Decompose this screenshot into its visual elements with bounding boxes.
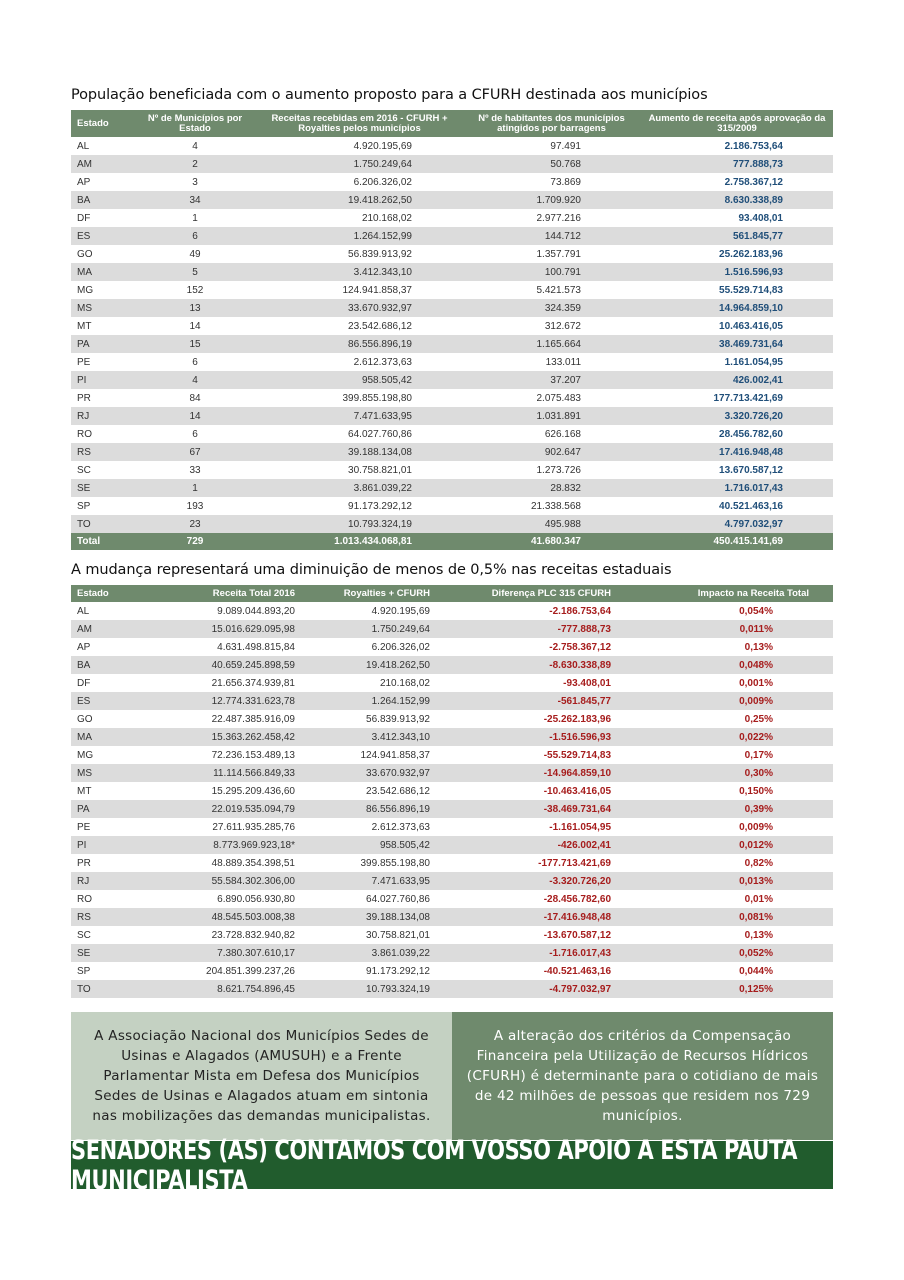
table2-row — [71, 890, 833, 908]
habitantes-cell: 626.168 — [462, 425, 641, 443]
habitantes-cell: 2.977.216 — [462, 209, 641, 227]
receita-total-cell: 27.611.935.285,76 — [171, 818, 299, 836]
royalties-cell: 399.855.198,80 — [299, 854, 457, 872]
receita-total-cell: 204.851.399.237,26 — [171, 962, 299, 980]
aumento-cell: 55.529.714,83 — [641, 281, 833, 299]
habitantes-cell: 1.273.726 — [462, 461, 641, 479]
receita-total-cell: 9.089.044.893,20 — [171, 602, 299, 620]
royalties-cell: 2.612.373,63 — [299, 818, 457, 836]
table1-row — [71, 461, 833, 479]
municipios-cell: 1 — [133, 479, 257, 497]
estado-cell: SP — [71, 497, 133, 515]
table1-title: População beneficiada com o aumento proposto para a CFURH destinada aos municípios — [71, 87, 708, 103]
receita-total-cell: 15.363.262.458,42 — [171, 728, 299, 746]
impacto-cell: 0,001% — [641, 674, 833, 692]
table2-row — [71, 728, 833, 746]
table2-header-receita-total: Receita Total 2016 — [171, 585, 299, 602]
receitas-cell: 6.206.326,02 — [257, 173, 462, 191]
municipios-cell: 5 — [133, 263, 257, 281]
estado-cell: AM — [71, 620, 171, 638]
municipios-cell: 14 — [133, 407, 257, 425]
receitas-cell: 91.173.292,12 — [257, 497, 462, 515]
total-receitas: 1.013.434.068,81 — [257, 533, 462, 550]
table2-row — [71, 620, 833, 638]
total-municipios: 729 — [133, 533, 257, 550]
aumento-cell: 2.758.367,12 — [641, 173, 833, 191]
table2-row — [71, 962, 833, 980]
table1-row — [71, 245, 833, 263]
amusuh-info-box: A Associação Nacional dos Municípios Sedes de Usinas e Alagados (AMUSUH) e a Frente Parlamentar Mista em Defesa dos Municípios Sedes de Usinas e Alagados atuam em sintonia nas mobilizações das demandas municipalistas. — [71, 1012, 452, 1140]
aumento-cell: 1.161.054,95 — [641, 353, 833, 371]
estado-cell: MG — [71, 281, 133, 299]
habitantes-cell: 324.359 — [462, 299, 641, 317]
table1-header-receitas: Receitas recebidas em 2016 - CFURH + Royalties pelos municípios — [257, 110, 462, 137]
aumento-cell: 13.670.587,12 — [641, 461, 833, 479]
impacto-cell: 0,054% — [641, 602, 833, 620]
estado-cell: SE — [71, 479, 133, 497]
aumento-cell: 1.516.596,93 — [641, 263, 833, 281]
municipios-cell: 1 — [133, 209, 257, 227]
table2-row — [71, 872, 833, 890]
receitas-cell: 1.264.152,99 — [257, 227, 462, 245]
diferenca-cell: -561.845,77 — [457, 692, 641, 710]
estado-cell: TO — [71, 980, 171, 998]
cfurh-info-box: A alteração dos critérios da Compensação Financeira pela Utilização de Recursos Hídricos (CFURH) é determinante para o cotidiano de mais de 42 milhões de pessoas que residem nos 729 municípios. — [452, 1012, 833, 1140]
table1-row — [71, 407, 833, 425]
habitantes-cell: 97.491 — [462, 137, 641, 155]
estado-cell: ES — [71, 692, 171, 710]
total-habitantes: 41.680.347 — [462, 533, 641, 550]
receita-total-cell: 40.659.245.898,59 — [171, 656, 299, 674]
municipios-cell: 14 — [133, 317, 257, 335]
estado-cell: PI — [71, 371, 133, 389]
table2-row — [71, 674, 833, 692]
royalties-cell: 64.027.760,86 — [299, 890, 457, 908]
royalties-cell: 23.542.686,12 — [299, 782, 457, 800]
table2-row — [71, 926, 833, 944]
receitas-cell: 39.188.134,08 — [257, 443, 462, 461]
receita-total-cell: 21.656.374.939,81 — [171, 674, 299, 692]
municipios-cell: 6 — [133, 227, 257, 245]
royalties-cell: 33.670.932,97 — [299, 764, 457, 782]
diferenca-cell: -55.529.714,83 — [457, 746, 641, 764]
aumento-cell: 2.186.753,64 — [641, 137, 833, 155]
table2-row — [71, 764, 833, 782]
estado-cell: MS — [71, 299, 133, 317]
diferenca-cell: -1.716.017,43 — [457, 944, 641, 962]
municipios-cell: 34 — [133, 191, 257, 209]
impacto-cell: 0,150% — [641, 782, 833, 800]
municipios-cell: 6 — [133, 353, 257, 371]
table1-header-habitantes: Nº de habitantes dos municípios atingidos por barragens — [462, 110, 641, 137]
table1-row — [71, 209, 833, 227]
receita-total-cell: 22.487.385.916,09 — [171, 710, 299, 728]
habitantes-cell: 28.832 — [462, 479, 641, 497]
habitantes-cell: 5.421.573 — [462, 281, 641, 299]
estado-cell: TO — [71, 515, 133, 533]
call-to-action-banner — [71, 1135, 833, 1195]
impacto-cell: 0,17% — [641, 746, 833, 764]
aumento-cell: 1.716.017,43 — [641, 479, 833, 497]
receitas-cell: 7.471.633,95 — [257, 407, 462, 425]
impacto-cell: 0,009% — [641, 692, 833, 710]
estado-cell: MA — [71, 263, 133, 281]
impacto-cell: 0,052% — [641, 944, 833, 962]
estado-cell: SC — [71, 926, 171, 944]
estado-cell: AM — [71, 155, 133, 173]
estado-cell: MG — [71, 746, 171, 764]
estado-cell: AP — [71, 173, 133, 191]
aumento-cell: 426.002,41 — [641, 371, 833, 389]
estado-cell: GO — [71, 710, 171, 728]
municipios-cell: 2 — [133, 155, 257, 173]
municipios-cell: 3 — [133, 173, 257, 191]
royalties-cell: 19.418.262,50 — [299, 656, 457, 674]
diferenca-cell: -28.456.782,60 — [457, 890, 641, 908]
estado-cell: PR — [71, 854, 171, 872]
estado-cell: AL — [71, 602, 171, 620]
estado-cell: DF — [71, 209, 133, 227]
table2-row — [71, 638, 833, 656]
impacto-cell: 0,125% — [641, 980, 833, 998]
royalties-cell: 4.920.195,69 — [299, 602, 457, 620]
beneficiary-population-table — [71, 110, 833, 550]
estado-cell: RS — [71, 443, 133, 461]
impacto-cell: 0,081% — [641, 908, 833, 926]
aumento-cell: 40.521.463,16 — [641, 497, 833, 515]
table2-header-row — [71, 585, 833, 602]
table2-row — [71, 782, 833, 800]
table2-header-royalties: Royalties + CFURH — [299, 585, 457, 602]
estado-cell: ES — [71, 227, 133, 245]
habitantes-cell: 100.791 — [462, 263, 641, 281]
table2-row — [71, 692, 833, 710]
table2-row — [71, 602, 833, 620]
impacto-cell: 0,048% — [641, 656, 833, 674]
diferenca-cell: -177.713.421,69 — [457, 854, 641, 872]
aumento-cell: 28.456.782,60 — [641, 425, 833, 443]
impacto-cell: 0,25% — [641, 710, 833, 728]
diferenca-cell: -93.408,01 — [457, 674, 641, 692]
habitantes-cell: 1.357.791 — [462, 245, 641, 263]
table1-row — [71, 155, 833, 173]
estado-cell: MS — [71, 764, 171, 782]
receita-total-cell: 55.584.302.306,00 — [171, 872, 299, 890]
habitantes-cell: 902.647 — [462, 443, 641, 461]
receita-total-cell: 12.774.331.623,78 — [171, 692, 299, 710]
table1-row — [71, 371, 833, 389]
diferenca-cell: -17.416.948,48 — [457, 908, 641, 926]
estado-cell: MT — [71, 317, 133, 335]
estado-cell: MT — [71, 782, 171, 800]
table1-row — [71, 479, 833, 497]
habitantes-cell: 495.988 — [462, 515, 641, 533]
habitantes-cell: 144.712 — [462, 227, 641, 245]
receitas-cell: 56.839.913,92 — [257, 245, 462, 263]
receita-total-cell: 8.773.969.923,18* — [171, 836, 299, 854]
diferenca-cell: -2.758.367,12 — [457, 638, 641, 656]
receita-total-cell: 48.889.354.398,51 — [171, 854, 299, 872]
royalties-cell: 958.505,42 — [299, 836, 457, 854]
diferenca-cell: -777.888,73 — [457, 620, 641, 638]
estado-cell: AP — [71, 638, 171, 656]
diferenca-cell: -25.262.183,96 — [457, 710, 641, 728]
table1-row — [71, 497, 833, 515]
table1-row — [71, 281, 833, 299]
receita-total-cell: 23.728.832.940,82 — [171, 926, 299, 944]
table2-row — [71, 818, 833, 836]
estado-cell: PI — [71, 836, 171, 854]
receitas-cell: 399.855.198,80 — [257, 389, 462, 407]
estado-cell: SP — [71, 962, 171, 980]
table2-row — [71, 980, 833, 998]
table1-row — [71, 299, 833, 317]
habitantes-cell: 312.672 — [462, 317, 641, 335]
state-revenue-impact-table — [71, 585, 833, 998]
estado-cell: GO — [71, 245, 133, 263]
table1-row — [71, 263, 833, 281]
municipios-cell: 13 — [133, 299, 257, 317]
receita-total-cell: 72.236.153.489,13 — [171, 746, 299, 764]
impacto-cell: 0,011% — [641, 620, 833, 638]
table2-row — [71, 854, 833, 872]
habitantes-cell: 37.207 — [462, 371, 641, 389]
table1-total-row — [71, 533, 833, 550]
diferenca-cell: -1.516.596,93 — [457, 728, 641, 746]
aumento-cell: 93.408,01 — [641, 209, 833, 227]
table1-row — [71, 227, 833, 245]
estado-cell: SE — [71, 944, 171, 962]
impacto-cell: 0,012% — [641, 836, 833, 854]
table2-row — [71, 836, 833, 854]
total-aumento: 450.415.141,69 — [641, 533, 833, 550]
royalties-cell: 1.264.152,99 — [299, 692, 457, 710]
receitas-cell: 19.418.262,50 — [257, 191, 462, 209]
table2-row — [71, 710, 833, 728]
habitantes-cell: 1.165.664 — [462, 335, 641, 353]
table2-row — [71, 656, 833, 674]
royalties-cell: 210.168,02 — [299, 674, 457, 692]
receita-total-cell: 22.019.535.094,79 — [171, 800, 299, 818]
aumento-cell: 561.845,77 — [641, 227, 833, 245]
estado-cell: AL — [71, 137, 133, 155]
royalties-cell: 3.412.343,10 — [299, 728, 457, 746]
habitantes-cell: 1.031.891 — [462, 407, 641, 425]
impacto-cell: 0,022% — [641, 728, 833, 746]
habitantes-cell: 133.011 — [462, 353, 641, 371]
aumento-cell: 8.630.338,89 — [641, 191, 833, 209]
estado-cell: PE — [71, 353, 133, 371]
estado-cell: MA — [71, 728, 171, 746]
table1-row — [71, 443, 833, 461]
receitas-cell: 2.612.373,63 — [257, 353, 462, 371]
table2-row — [71, 800, 833, 818]
royalties-cell: 39.188.134,08 — [299, 908, 457, 926]
table1-row — [71, 389, 833, 407]
estado-cell: PR — [71, 389, 133, 407]
receitas-cell: 3.861.039,22 — [257, 479, 462, 497]
municipios-cell: 15 — [133, 335, 257, 353]
habitantes-cell: 1.709.920 — [462, 191, 641, 209]
receita-total-cell: 6.890.056.930,80 — [171, 890, 299, 908]
impacto-cell: 0,13% — [641, 926, 833, 944]
aumento-cell: 17.416.948,48 — [641, 443, 833, 461]
receita-total-cell: 48.545.503.008,38 — [171, 908, 299, 926]
estado-cell: RJ — [71, 872, 171, 890]
impacto-cell: 0,13% — [641, 638, 833, 656]
receitas-cell: 10.793.324,19 — [257, 515, 462, 533]
receitas-cell: 210.168,02 — [257, 209, 462, 227]
table1-row — [71, 335, 833, 353]
municipios-cell: 152 — [133, 281, 257, 299]
receitas-cell: 958.505,42 — [257, 371, 462, 389]
estado-cell: PA — [71, 800, 171, 818]
table1-header-row — [71, 110, 833, 137]
impacto-cell: 0,82% — [641, 854, 833, 872]
impacto-cell: 0,013% — [641, 872, 833, 890]
municipios-cell: 4 — [133, 371, 257, 389]
royalties-cell: 3.861.039,22 — [299, 944, 457, 962]
table2-row — [71, 908, 833, 926]
estado-cell: PE — [71, 818, 171, 836]
receitas-cell: 124.941.858,37 — [257, 281, 462, 299]
municipios-cell: 193 — [133, 497, 257, 515]
table1-row — [71, 137, 833, 155]
royalties-cell: 6.206.326,02 — [299, 638, 457, 656]
table1-header-estado: Estado — [71, 110, 133, 137]
table1-row — [71, 515, 833, 533]
diferenca-cell: -10.463.416,05 — [457, 782, 641, 800]
impacto-cell: 0,009% — [641, 818, 833, 836]
municipios-cell: 33 — [133, 461, 257, 479]
impacto-cell: 0,39% — [641, 800, 833, 818]
table1-row — [71, 425, 833, 443]
receitas-cell: 1.750.249,64 — [257, 155, 462, 173]
estado-cell: RO — [71, 890, 171, 908]
estado-cell: SC — [71, 461, 133, 479]
receitas-cell: 4.920.195,69 — [257, 137, 462, 155]
diferenca-cell: -14.964.859,10 — [457, 764, 641, 782]
estado-cell: PA — [71, 335, 133, 353]
diferenca-cell: -1.161.054,95 — [457, 818, 641, 836]
table2-header-estado: Estado — [71, 585, 171, 602]
banner-text: SENADORES (AS) CONTAMOS COM VOSSO APOIO A ESTA PAUTA MUNICIPALISTA — [71, 1135, 798, 1195]
receitas-cell: 3.412.343,10 — [257, 263, 462, 281]
table1-row — [71, 173, 833, 191]
diferenca-cell: -8.630.338,89 — [457, 656, 641, 674]
royalties-cell: 10.793.324,19 — [299, 980, 457, 998]
royalties-cell: 124.941.858,37 — [299, 746, 457, 764]
royalties-cell: 1.750.249,64 — [299, 620, 457, 638]
municipios-cell: 67 — [133, 443, 257, 461]
receitas-cell: 64.027.760,86 — [257, 425, 462, 443]
habitantes-cell: 2.075.483 — [462, 389, 641, 407]
table2-row — [71, 746, 833, 764]
table1-row — [71, 317, 833, 335]
table1-header-aumento: Aumento de receita após aprovação da 315/2009 — [641, 110, 833, 137]
diferenca-cell: -2.186.753,64 — [457, 602, 641, 620]
aumento-cell: 3.320.726,20 — [641, 407, 833, 425]
diferenca-cell: -4.797.032,97 — [457, 980, 641, 998]
receita-total-cell: 15.016.629.095,98 — [171, 620, 299, 638]
aumento-cell: 4.797.032,97 — [641, 515, 833, 533]
impacto-cell: 0,01% — [641, 890, 833, 908]
receitas-cell: 86.556.896,19 — [257, 335, 462, 353]
receita-total-cell: 8.621.754.896,45 — [171, 980, 299, 998]
estado-cell: RO — [71, 425, 133, 443]
receitas-cell: 30.758.821,01 — [257, 461, 462, 479]
receita-total-cell: 4.631.498.815,84 — [171, 638, 299, 656]
table2-title: A mudança representará uma diminuição de menos de 0,5% nas receitas estaduais — [71, 562, 672, 578]
table2-header-impacto: Impacto na Receita Total — [641, 585, 833, 602]
estado-cell: RS — [71, 908, 171, 926]
habitantes-cell: 50.768 — [462, 155, 641, 173]
royalties-cell: 30.758.821,01 — [299, 926, 457, 944]
table1-row — [71, 191, 833, 209]
estado-cell: DF — [71, 674, 171, 692]
royalties-cell: 56.839.913,92 — [299, 710, 457, 728]
receita-total-cell: 15.295.209.436,60 — [171, 782, 299, 800]
diferenca-cell: -38.469.731,64 — [457, 800, 641, 818]
habitantes-cell: 21.338.568 — [462, 497, 641, 515]
royalties-cell: 7.471.633,95 — [299, 872, 457, 890]
aumento-cell: 777.888,73 — [641, 155, 833, 173]
habitantes-cell: 73.869 — [462, 173, 641, 191]
royalties-cell: 86.556.896,19 — [299, 800, 457, 818]
diferenca-cell: -40.521.463,16 — [457, 962, 641, 980]
municipios-cell: 4 — [133, 137, 257, 155]
aumento-cell: 25.262.183,96 — [641, 245, 833, 263]
aumento-cell: 177.713.421,69 — [641, 389, 833, 407]
table2-row — [71, 944, 833, 962]
receita-total-cell: 11.114.566.849,33 — [171, 764, 299, 782]
aumento-cell: 38.469.731,64 — [641, 335, 833, 353]
table1-header-municipios: Nº de Municípios por Estado — [133, 110, 257, 137]
estado-cell: BA — [71, 656, 171, 674]
impacto-cell: 0,30% — [641, 764, 833, 782]
receitas-cell: 33.670.932,97 — [257, 299, 462, 317]
estado-cell: BA — [71, 191, 133, 209]
receita-total-cell: 7.380.307.610,17 — [171, 944, 299, 962]
impacto-cell: 0,044% — [641, 962, 833, 980]
municipios-cell: 49 — [133, 245, 257, 263]
aumento-cell: 10.463.416,05 — [641, 317, 833, 335]
table1-row — [71, 353, 833, 371]
table2-header-diferenca: Diferença PLC 315 CFURH — [457, 585, 641, 602]
estado-cell: RJ — [71, 407, 133, 425]
municipios-cell: 6 — [133, 425, 257, 443]
diferenca-cell: -3.320.726,20 — [457, 872, 641, 890]
diferenca-cell: -13.670.587,12 — [457, 926, 641, 944]
total-label: Total — [71, 533, 133, 550]
receitas-cell: 23.542.686,12 — [257, 317, 462, 335]
royalties-cell: 91.173.292,12 — [299, 962, 457, 980]
municipios-cell: 84 — [133, 389, 257, 407]
aumento-cell: 14.964.859,10 — [641, 299, 833, 317]
diferenca-cell: -426.002,41 — [457, 836, 641, 854]
municipios-cell: 23 — [133, 515, 257, 533]
